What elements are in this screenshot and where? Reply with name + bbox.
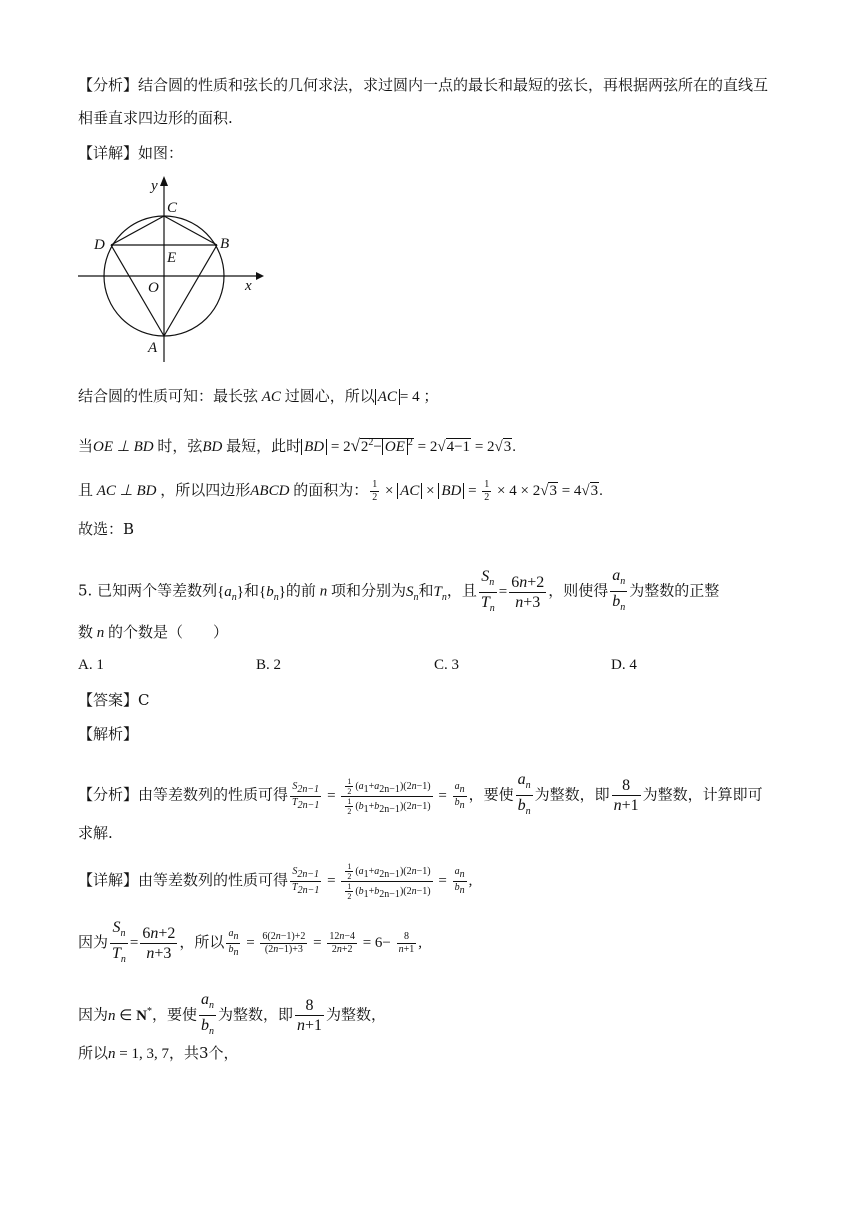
q5-stem-line-1: 5. 已知两个等差数列$\{a_n\}$和$\{b_n\}$的前 n 项和分别为$S_n$和$T_n$，且 $\frac{S_n}{T_n}$ = $\frac{6n+2}{n+3}$ ，则使得 $\frac{a_n}{b_n}$ 为整数的正整 bbox=[78, 566, 719, 618]
segment-dc bbox=[111, 216, 164, 245]
detail-tag: 【详解】 bbox=[78, 144, 139, 162]
q5-detail-line-2: 因为 $\frac{S_n}{T_n}$ = $\frac{6n+2}{n+3}$ ，所以 $\frac{a_n}{b_n}$ = $\frac{6(2n-1)+2}{(2n-1)+3}$ = $\frac{12n-4}{2n+2}$ = 6− $\frac{8}{n+1}$ , bbox=[78, 918, 422, 969]
option-b: B. 2 bbox=[256, 657, 282, 673]
q5-detail-line-4: 所以n = 1, 3, 7，共3个， bbox=[78, 1044, 239, 1062]
q5-analysis-line-2: 求解. bbox=[78, 824, 113, 842]
label-a: A bbox=[148, 340, 158, 356]
q5-stem-line-2: 数 n 的个数是（ ） bbox=[78, 623, 229, 641]
analysis-line-1 bbox=[78, 75, 768, 95]
solution-line-1: 结合圆的性质可知：最长弦 AC 过圆心，所以 AC = 4 ； bbox=[78, 387, 439, 405]
label-d: D bbox=[94, 237, 105, 253]
option-a: A. 1 bbox=[78, 657, 104, 673]
choose-line: 故选：B bbox=[78, 520, 135, 538]
analysis-text: 结合圆的性质和弦长的几何求法，求过圆内一点的最长和最短的弦长，再根据两弦所在的直线互 bbox=[138, 76, 769, 94]
solution-line-2: 当OE ⊥ BD 时，弦BD 最短，此时 BD = $2√2^2-$ OE $^2$ = 2√4−1 = 2√3. bbox=[78, 436, 517, 455]
label-b: B bbox=[220, 236, 230, 252]
answer-line: 【答案】C bbox=[78, 691, 150, 709]
label-x: x bbox=[245, 278, 252, 294]
q5-detail-line-3: 因为n ∈ N*，要使 $\frac{a_n}{b_n}$ 为整数，即 $\frac{8}{n+1}$ 为整数， bbox=[78, 990, 386, 1041]
label-y: y bbox=[151, 178, 158, 194]
detail-text: 如图： bbox=[138, 144, 184, 162]
segment-cb bbox=[164, 216, 217, 245]
circle-figure bbox=[78, 172, 268, 362]
option-c: C. 3 bbox=[434, 657, 460, 673]
detail-line bbox=[78, 143, 183, 163]
solution-line-3: 且 AC ⊥ BD ，所以四边形ABCD 的面积为： $\frac{1}{2}$ × AC × BD = $\frac{1}{2}$ × 4 × 2√3 = 4√3. bbox=[78, 479, 603, 503]
x-arrow bbox=[256, 272, 264, 280]
label-o: O bbox=[148, 280, 159, 296]
analysis-tag: 【分析】 bbox=[78, 76, 139, 94]
jiexi-line: 【解析】 bbox=[78, 725, 139, 743]
q5-analysis-line-1: 【分析】由等差数列的性质可得 $\frac{S_{2n-1}}{T_{2n-1}}$ = $\frac{1}{2}$ $(a_1+a_{2n-1})(2n-1)$ $\frac{1}{2}$ $(b_1+b_{2n-1})(2n-1)$ = $\frac{a_n}{b_n}$ ，要使 $\frac{a_n}{b_n}$ 为整数，即 $\frac{8}{n+1}$ 为整数，计算即可 bbox=[78, 770, 763, 821]
y-arrow bbox=[160, 176, 168, 186]
label-c: C bbox=[167, 200, 178, 216]
analysis-line-2: 相垂直求四边形的面积. bbox=[78, 109, 233, 127]
option-d: D. 4 bbox=[611, 657, 637, 673]
label-e: E bbox=[167, 250, 177, 266]
q5-detail-line-1: 【详解】由等差数列的性质可得 $\frac{S_{2n-1}}{T_{2n-1}}$ = $\frac{1}{2}$ $(a_1+a_{2n-1})(2n-1)$ $\frac{1}{2}$ $(b_1+b_{2n-1})(2n-1)$ = $\frac{a_n}{b_n}$ , bbox=[78, 862, 473, 901]
